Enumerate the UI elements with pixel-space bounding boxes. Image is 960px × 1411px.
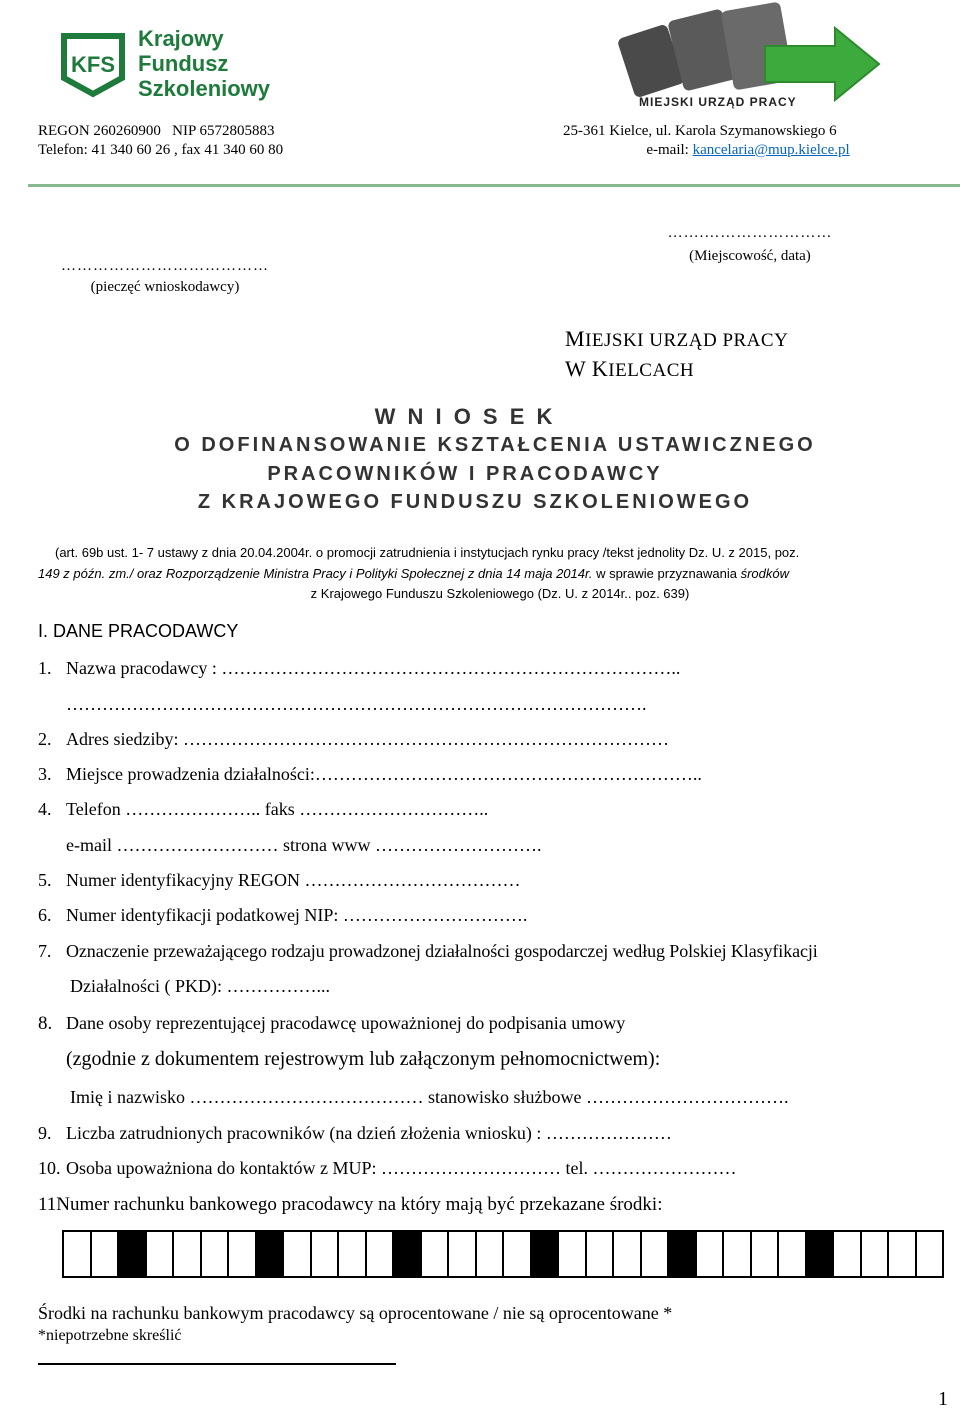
field-representative-name-position[interactable]: Imię i nazwisko ………………………………… stanowisko służbowe ……………………………. <box>70 1087 789 1107</box>
kfs-logo-icon <box>58 32 128 98</box>
header-email-link[interactable]: kancelaria@mup.kielce.pl <box>692 142 850 158</box>
bank-account-boxes[interactable] <box>62 1230 944 1278</box>
bank-digit-box[interactable] <box>420 1230 448 1278</box>
bank-digit-box[interactable] <box>337 1230 365 1278</box>
footnote-rule <box>38 1363 396 1365</box>
place-date-block <box>645 225 855 265</box>
stamp-block <box>40 258 290 296</box>
bank-digit-box[interactable] <box>172 1230 200 1278</box>
field-email-www[interactable]: e-mail ……………………… strona www ………………………. <box>66 835 542 855</box>
bank-digit-box[interactable] <box>915 1230 943 1278</box>
doc-subtitle-2: PRACOWNIKÓW I PRACODAWCY <box>267 463 663 485</box>
header-divider <box>28 184 960 187</box>
stamp-dots: ………………………………… <box>61 258 269 274</box>
bank-digit-box[interactable] <box>310 1230 338 1278</box>
section-heading: I. DANE PRACODAWCY <box>38 621 239 641</box>
bank-digit-box[interactable] <box>722 1230 750 1278</box>
kfs-word-1: Krajowy <box>138 26 224 51</box>
mup-logo-text: MIEJSKI URZĄD PRACY <box>639 95 797 109</box>
bank-digit-box <box>117 1230 145 1278</box>
field-employer-name[interactable]: 1. Nazwa pracodawcy : ………………………………………………………………….. <box>38 658 681 678</box>
stamp-label: (pieczęć wnioskodawcy) <box>90 279 240 295</box>
header-email-line <box>563 141 933 160</box>
header-regon-nip: REGON 260260900 NIP 6572805883 <box>38 123 275 139</box>
header-phone-fax: Telefon: 41 340 60 26 , fax 41 340 60 80 <box>38 142 284 158</box>
kfs-logo <box>58 24 288 106</box>
legal-line-2: 149 z późn. zm./ oraz Rozporządzenie Ministra Pracy i Polityki Społecznej z dnia 14 maja 2014r. w sprawie przyznawania środków <box>38 566 789 581</box>
page-number: 1 <box>938 1388 948 1410</box>
header-left <box>38 122 283 160</box>
bank-digit-box[interactable] <box>695 1230 723 1278</box>
header-address: 25-361 Kielce, ul. Karola Szymanowskiego 6 <box>563 123 837 139</box>
bank-digit-box[interactable] <box>585 1230 613 1278</box>
field-business-location[interactable]: 3. Miejsce prowadzenia działalności:……………………………………………………….. <box>38 764 702 784</box>
field-nip[interactable]: 6. Numer identyfikacji podatkowej NIP: …………………………. <box>38 905 528 925</box>
kfs-word-2: Fundusz <box>138 51 229 76</box>
field-representative: 8. Dane osoby reprezentującej pracodawcę upoważnionej do podpisania umowy <box>38 1013 626 1034</box>
field-bank-account-label: 11Numer rachunku bankowego pracodawcy na który mają być przekazane środki: <box>38 1194 663 1215</box>
bank-digit-box[interactable] <box>227 1230 255 1278</box>
bank-digit-box[interactable] <box>475 1230 503 1278</box>
kfs-badge-text: KFS <box>71 52 115 77</box>
addressee-line-1: MIEJSKI URZĄD PRACY <box>565 326 789 351</box>
bank-digit-box[interactable] <box>777 1230 805 1278</box>
bank-digit-box[interactable] <box>557 1230 585 1278</box>
field-representative-note: (zgodnie z dokumentem rejestrowym lub załączonym pełnomocnictwem): <box>66 1048 661 1070</box>
interest-statement: Środki na rachunku bankowym pracodawcy są oprocentowane / nie są oprocentowane * <box>38 1303 673 1323</box>
bank-digit-box[interactable] <box>62 1230 90 1278</box>
kfs-word-3: Szkoleniowy <box>138 76 271 101</box>
bank-digit-box[interactable] <box>90 1230 118 1278</box>
bank-digit-box[interactable] <box>200 1230 228 1278</box>
bank-digit-box <box>392 1230 420 1278</box>
bank-digit-box[interactable] <box>145 1230 173 1278</box>
field-phone-fax[interactable]: 4. Telefon ………………….. faks ………………………….. <box>38 799 489 819</box>
doc-title: W N I O S E K <box>374 404 556 429</box>
header-email-label: e-mail: <box>646 142 693 158</box>
bank-digit-box <box>667 1230 695 1278</box>
field-employee-count[interactable]: 9. Liczba zatrudnionych pracowników (na dzień złożenia wniosku) : ………………… <box>38 1123 672 1143</box>
bank-digit-box[interactable] <box>502 1230 530 1278</box>
place-date-label: (Miejscowość, data) <box>689 248 811 264</box>
legal-line-3: z Krajowego Funduszu Szkoleniowego (Dz. U. z 2014r.. poz. 639) <box>310 586 690 601</box>
bank-digit-box[interactable] <box>750 1230 778 1278</box>
bank-digit-box[interactable] <box>860 1230 888 1278</box>
field-regon[interactable]: 5. Numer identyfikacyjny REGON ……………………………… <box>38 870 521 890</box>
interest-footnote: *niepotrzebne skreślić <box>38 1327 182 1344</box>
bank-digit-box <box>255 1230 283 1278</box>
doc-subtitle-1: O DOFINANSOWANIE KSZTAŁCENIA USTAWICZNEGO <box>174 434 816 456</box>
bank-digit-box[interactable] <box>887 1230 915 1278</box>
bank-digit-box[interactable] <box>282 1230 310 1278</box>
bank-digit-box[interactable] <box>365 1230 393 1278</box>
kfs-logo-words <box>138 26 270 101</box>
field-pkd[interactable]: 7. Oznaczenie przeważającego rodzaju prowadzonej działalności gospodarczej według Polskiej Klasyfikacji <box>38 941 818 961</box>
bank-digit-box[interactable] <box>640 1230 668 1278</box>
bank-digit-box[interactable] <box>832 1230 860 1278</box>
field-seat-address[interactable]: 2. Adres siedziby: ……………………………………………………………………… <box>38 729 669 749</box>
mup-logo <box>615 0 895 112</box>
field-contact-person[interactable]: 10. Osoba upoważniona do kontaktów z MUP: ………………………… tel. …………………… <box>38 1158 737 1178</box>
field-pkd-cont[interactable]: Działalności ( PKD): ……………... <box>70 976 330 996</box>
bank-digit-box <box>805 1230 833 1278</box>
doc-subtitle-3: Z KRAJOWEGO FUNDUSZU SZKOLENIOWEGO <box>197 491 753 513</box>
bank-digit-box <box>530 1230 558 1278</box>
bank-digit-box[interactable] <box>612 1230 640 1278</box>
field-employer-name-cont[interactable]: ……………………………………………………………………………………. <box>66 694 647 714</box>
addressee <box>565 325 788 385</box>
bank-digit-box[interactable] <box>447 1230 475 1278</box>
header-right <box>563 122 933 160</box>
addressee-line-2: W KIELCACH <box>565 356 695 381</box>
legal-line-1: (art. 69b ust. 1- 7 ustawy z dnia 20.04.2004r. o promocji zatrudnienia i instytucjach rynku pracy /tekst jednolity Dz. U. z 2015, poz. <box>55 545 800 560</box>
place-date-dots: …….…………………… <box>667 225 833 241</box>
